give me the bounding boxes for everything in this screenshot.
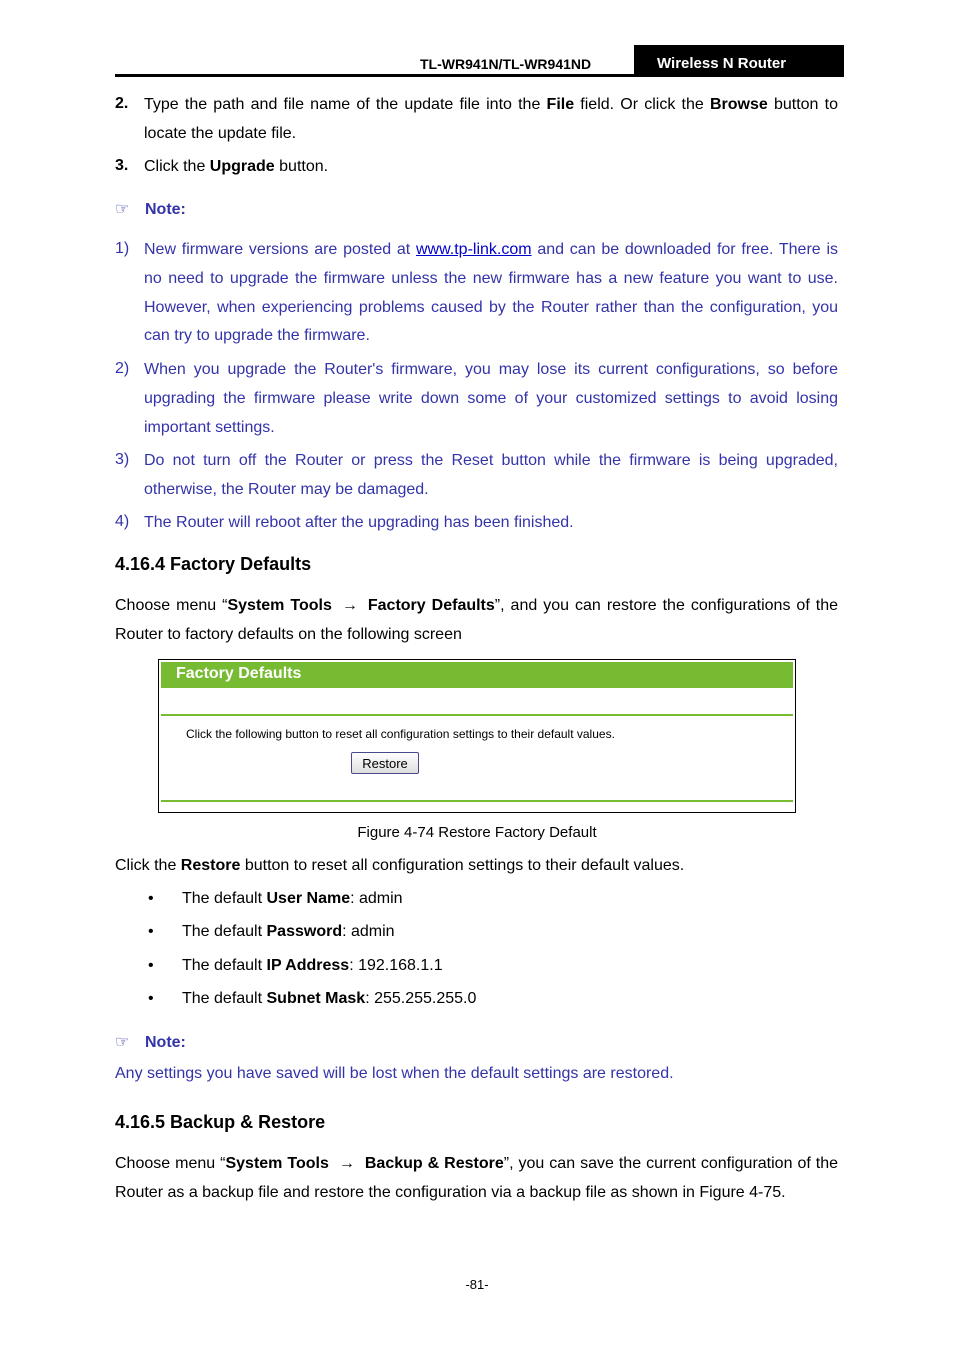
list-value: : admin	[342, 923, 395, 940]
menu-backup-restore: Backup & Restore	[364, 1155, 504, 1172]
note-label: Note:	[145, 201, 186, 218]
intro-text-part: Choose menu “	[115, 597, 228, 614]
note-item-text: Do not turn off the Router or press the Reset button while the firmware is being upgraded, otherwise, the Router may be damaged.	[144, 452, 838, 498]
intro-text-part: ”, you can save the current configuration of the Router as a backup file and restore the configuration via a backup file as shown in Figure 4-75.	[115, 1155, 839, 1201]
note-text: Any settings you have saved will be lost when the default settings are restored.	[115, 1065, 674, 1082]
list-label: IP Address	[266, 957, 350, 974]
menu-system-tools: System Tools	[225, 1155, 329, 1172]
note-label: Note:	[145, 1034, 186, 1051]
pointing-hand-icon: ☞	[115, 201, 130, 218]
note-item-text	[144, 236, 838, 351]
arrow-icon: →	[341, 597, 358, 614]
pointing-hand-icon: ☞	[115, 1034, 130, 1051]
tp-link-website-link[interactable]: www.tp-link.com	[416, 241, 532, 258]
note-text-part: and can be downloaded for free. There is no need to upgrade the firmware unless the new firmware has a new feature you want to use. However, when experiencing problems caused by the Router rather than the configuration, you can try to upgrade the firmware.	[144, 241, 838, 345]
list-text: The default	[182, 957, 267, 974]
intro-text-part: Choose menu “	[115, 1155, 226, 1172]
step-text	[144, 153, 838, 182]
step-text-part: Type the path and file name of the update file into the	[144, 96, 547, 113]
list-value: : admin	[350, 890, 403, 907]
list-item	[182, 957, 443, 975]
step-number: 3.	[115, 157, 129, 174]
bullet: •	[148, 890, 154, 907]
list-item	[182, 990, 476, 1008]
bullet: •	[148, 923, 154, 940]
step-text-part: button.	[274, 158, 329, 175]
button-name-upgrade: Upgrade	[209, 158, 275, 175]
note-item-text: The Router will reboot after the upgrading has been finished.	[144, 514, 574, 531]
step-text	[144, 91, 838, 149]
note-heading	[115, 1032, 186, 1052]
list-text: The default	[182, 923, 267, 940]
bullet: •	[148, 990, 154, 1007]
para-text-part: Click the	[115, 857, 181, 874]
list-value: : 255.255.255.0	[365, 990, 477, 1007]
list-text: The default	[182, 990, 267, 1007]
panel-instruction: Click the following button to reset all configuration settings to their default values.	[186, 727, 615, 741]
menu-factory-defaults: Factory Defaults	[367, 597, 495, 614]
backup-intro	[115, 1150, 838, 1208]
list-value: : 192.168.1.1	[349, 957, 443, 974]
panel-title: Factory Defaults	[176, 665, 302, 682]
header-rule	[115, 74, 844, 77]
field-name-file: File	[546, 96, 575, 113]
step-number: 2.	[115, 95, 129, 112]
divider	[161, 800, 793, 802]
note-item-number: 1)	[115, 240, 130, 257]
button-name-browse: Browse	[709, 96, 768, 113]
list-label: Password	[266, 923, 343, 940]
button-name-restore: Restore	[180, 857, 241, 874]
page-number: -81-	[465, 1277, 489, 1292]
step-text-part: button to locate the update file.	[144, 96, 838, 142]
factory-intro	[115, 592, 838, 650]
factory-defaults-screenshot	[158, 659, 796, 813]
note-item-number: 3)	[115, 451, 130, 468]
step-text-part: Click the	[144, 158, 210, 175]
step-text-part: field. Or click the	[574, 96, 710, 113]
section-heading-backup-restore: 4.16.5 Backup & Restore	[115, 1112, 326, 1132]
figure-caption: Figure 4-74 Restore Factory Default	[357, 824, 597, 841]
arrow-icon: →	[338, 1155, 355, 1172]
list-item	[182, 923, 395, 941]
restore-paragraph	[115, 852, 838, 881]
restore-button[interactable]: Restore	[351, 752, 419, 774]
intro-text-part: ”, and you can restore the configurations of the Router to factory defaults on the following screen	[115, 597, 839, 643]
divider	[161, 714, 793, 716]
list-text: The default	[182, 890, 267, 907]
note-text-part: New firmware versions are posted at	[144, 241, 416, 258]
header-product: Wireless N Router	[634, 45, 844, 77]
note-item-number: 2)	[115, 360, 130, 377]
list-label: User Name	[266, 890, 351, 907]
note-heading	[115, 199, 186, 219]
list-label: Subnet Mask	[266, 990, 366, 1007]
note-item-text: When you upgrade the Router's firmware, you may lose its current configurations, so before upgrading the firmware please write down some of your customized settings to avoid losing important settings.	[144, 361, 838, 436]
panel-title-bar	[161, 662, 793, 688]
para-text-part: button to reset all configuration settings to their default values.	[240, 857, 685, 874]
bullet: •	[148, 957, 154, 974]
section-heading-factory-defaults: 4.16.4 Factory Defaults	[115, 554, 312, 574]
header-model: TL-WR941N/TL-WR941ND	[420, 56, 592, 72]
menu-system-tools: System Tools	[227, 597, 332, 614]
note-item-number: 4)	[115, 513, 130, 530]
list-item	[182, 890, 403, 908]
